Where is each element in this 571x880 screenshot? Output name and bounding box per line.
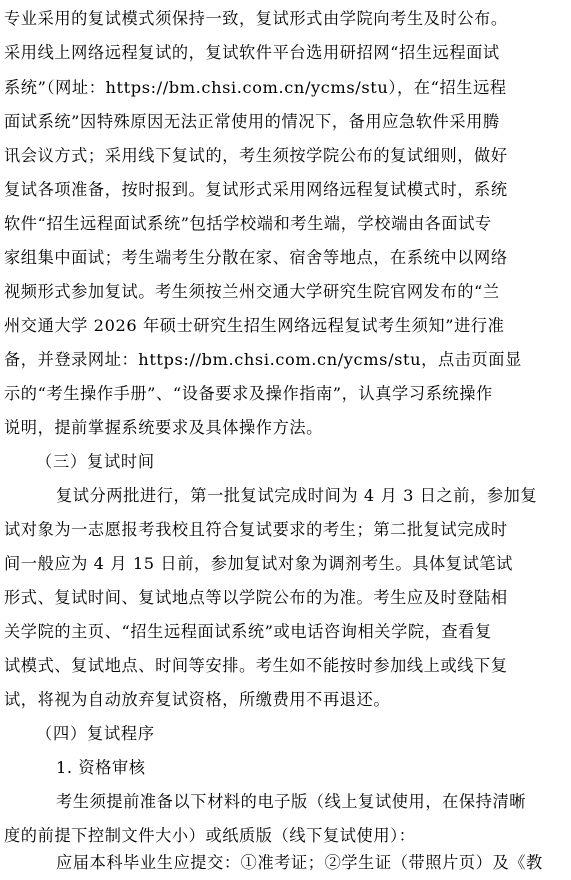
paragraph-line: 面试系统”因特殊原因无法正常使用的情况下，备用应急软件采用腾 [4,112,500,131]
paragraph-line: 示的“考生操作手册”、“设备要求及操作指南”，认真学习系统操作 [4,384,493,403]
paragraph-line: 州交通大学 2026 年硕士研究生招生网络远程复试考生须知”进行准 [4,316,505,335]
paragraph-line: 关学院的主页、“招生远程面试系统”或电话咨询相关学院，查看复 [4,622,492,641]
paragraph-line: 讯会议方式；采用线下复试的，考生须按学院公布的复试细则，做好 [4,146,508,165]
paragraph-line: 专业采用的复试模式须保持一致，复试形式由学院向考生及时公布。 [4,9,508,28]
paragraph-line: 应届本科毕业生应提交：①准考证；②学生证（带照片页）及《教 [56,853,543,872]
paragraph-line: 采用线上网络远程复试的，复试软件平台选用研招网“招生远程面试 [4,43,500,62]
paragraph-line: 系统”（网址：https://bm.chsi.com.cn/ycms/stu），在“招生远程 [4,78,507,97]
paragraph-line: 度的前提下控制文件大小）或纸质版（线下复试使用）： [4,826,416,845]
paragraph-line: 软件“招生远程面试系统”包括学校端和考生端，学校端由各面试专 [4,214,492,233]
paragraph-line: 复试分两批进行，第一批复试完成时间为 4 月 3 日之前，参加复 [56,486,538,505]
paragraph-line: 备，并登录网址：https://bm.chsi.com.cn/ycms/stu，点击页面显 [4,350,522,369]
paragraph-line: 说明，提前掌握系统要求及具体操作方法。 [4,418,323,437]
paragraph-line: 家组集中面试；考生端考生分散在家、宿舍等地点，在系统中以网络 [4,248,508,267]
subsection-heading: 1. 资格审核 [56,758,146,777]
paragraph-line: 形式、复试时间、复试地点等以学院公布的为准。考生应及时登陆相 [4,588,508,607]
paragraph-line: 试模式、复试地点、时间等安排。考生如不能按时参加线上或线下复 [4,656,508,675]
paragraph-line: 试，将视为自动放弃复试资格，所缴费用不再退还。 [4,690,391,709]
section-heading: （三）复试时间 [36,452,155,471]
section-heading: （四）复试程序 [36,724,155,743]
paragraph-line: 试对象为一志愿报考我校且符合复试要求的考生；第二批复试完成时 [4,520,508,539]
paragraph-line: 考生须提前准备以下材料的电子版（线上复试使用，在保持清晰 [56,792,527,811]
paragraph-line: 间一般应为 4 月 15 日前，参加复试对象为调剂考生。具体复试笔试 [4,554,513,573]
paragraph-line: 复试各项准备，按时报到。复试形式采用网络远程复试模式时，系统 [4,180,508,199]
paragraph-line: 视频形式参加复试。考生须按兰州交通大学研究生院官网发布的“兰 [4,282,500,301]
